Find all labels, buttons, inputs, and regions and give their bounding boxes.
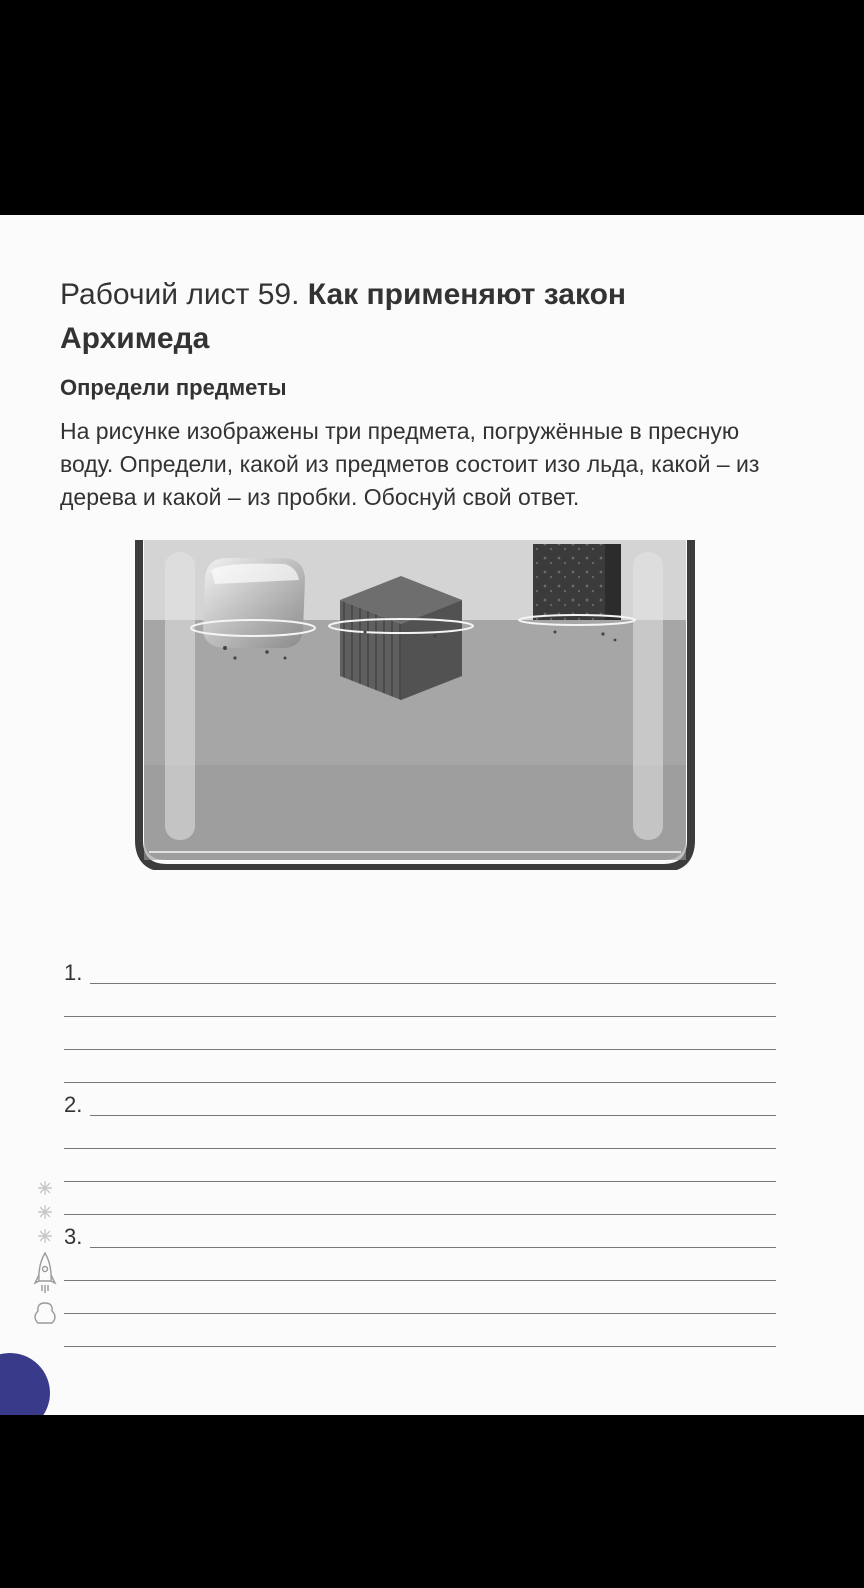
glass-highlight-left [165,552,195,840]
answer-line-3-extra[interactable] [64,1318,776,1351]
answer-line-2-extra[interactable] [64,1153,776,1186]
bottom-black-bar [0,1415,864,1588]
answer-rule [64,1181,776,1182]
answer-line-1-extra[interactable] [64,1054,776,1087]
answer-line-1-extra[interactable] [64,1021,776,1054]
answer-rule [64,1049,776,1050]
margin-decoration [30,1177,60,1327]
worksheet-page [0,215,864,1415]
answer-rule [90,983,776,984]
answer-rule [64,1214,776,1215]
ice-cube [191,558,315,648]
section-subtitle: Определи предметы [60,375,287,400]
answer-line-2[interactable] [64,1087,776,1120]
cloud-icon [35,1303,55,1323]
glass-highlight-right [633,552,663,840]
answer-line-3[interactable] [64,1219,776,1252]
snowflake-icon [38,1181,52,1243]
answer-rule [90,1115,776,1116]
answer-rule [64,1016,776,1017]
answer-line-2-extra[interactable] [64,1186,776,1219]
answer-rule [64,1148,776,1149]
top-black-bar [0,0,864,215]
answer-number-1: 1. [64,960,83,985]
answer-line-1[interactable] [64,955,776,988]
answer-rule [64,1313,776,1314]
cork-block [519,544,635,625]
answer-rule [64,1280,776,1281]
page-corner-tab [0,1353,50,1415]
answer-number-3: 3. [64,1224,83,1249]
answer-line-2-extra[interactable] [64,1120,776,1153]
title-prefix: Рабочий лист 59. [60,278,300,311]
answer-rule [64,1082,776,1083]
answer-line-1-extra[interactable] [64,988,776,1021]
title-bold-line1: Как применяют закон [307,278,627,311]
answer-section [64,955,776,1351]
title-bold-line2: Архимеда [60,322,210,355]
task-text: На рисунке изображены три предмета, погружённые в пресную воду. Определи, какой из предметов состоит изо льда, какой – из дерева и какой – из пробки. Обоснуй свой ответ. [60,418,760,510]
answer-number-2: 2. [64,1092,83,1117]
rocket-icon [35,1253,55,1293]
answer-rule [64,1346,776,1347]
answer-rule [90,1247,776,1248]
worksheet-title [60,273,800,361]
answer-line-3-extra[interactable] [64,1285,776,1318]
answer-line-3-extra[interactable] [64,1252,776,1285]
water-tank-illustration [135,540,695,870]
